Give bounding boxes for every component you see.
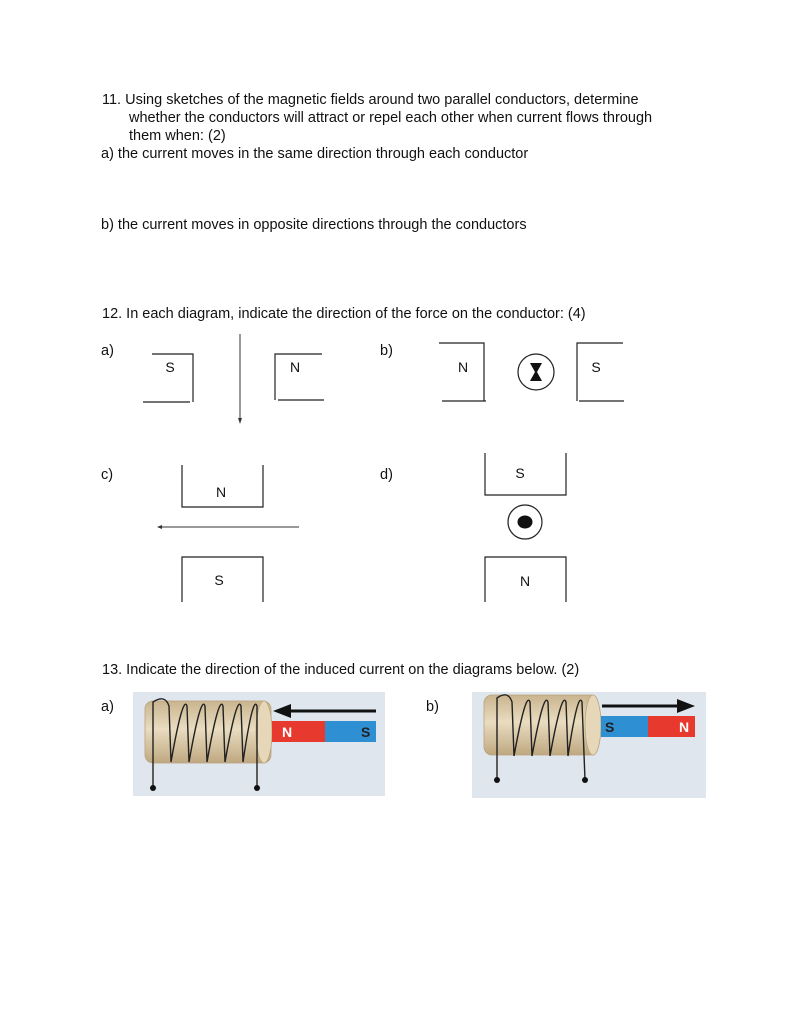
s-magnet bbox=[485, 453, 566, 495]
pole-label-s: S bbox=[165, 359, 175, 375]
q12-d-diagram bbox=[470, 447, 590, 607]
n-magnet bbox=[275, 354, 324, 400]
bar-pole-s: S bbox=[361, 724, 371, 740]
bar-pole-n: N bbox=[282, 724, 293, 740]
q12-c-label: c) bbox=[101, 467, 114, 483]
pole-label-n: N bbox=[215, 484, 227, 500]
pole-label-s: S bbox=[515, 465, 525, 481]
bar-magnet bbox=[272, 721, 376, 742]
q13-a-label: a) bbox=[101, 699, 114, 715]
q11-line2: whether the conductors will attract or repel each other when current flows through bbox=[129, 110, 653, 126]
q13-b-diagram bbox=[472, 692, 706, 798]
pole-label-n: N bbox=[457, 359, 469, 375]
conductor-wire-left bbox=[157, 525, 299, 529]
n-magnet bbox=[439, 343, 486, 401]
q12-d-label: d) bbox=[380, 467, 393, 483]
q12-b-diagram bbox=[432, 335, 632, 415]
wire-out-of-page-icon bbox=[508, 505, 542, 539]
bar-pole-n: N bbox=[679, 719, 690, 735]
q13-a-diagram bbox=[133, 692, 385, 796]
n-magnet bbox=[485, 557, 566, 602]
n-magnet bbox=[182, 465, 263, 507]
pole-label-n: N bbox=[519, 573, 531, 589]
q13-title: 13. Indicate the direction of the induced current on the diagrams below. (2) bbox=[102, 662, 580, 678]
q11-part-a: a) the current moves in the same direction through each conductor bbox=[101, 146, 529, 162]
bar-pole-s: S bbox=[605, 719, 615, 735]
q12-a-label: a) bbox=[101, 343, 114, 359]
q11-part-b: b) the current moves in opposite directions through the conductors bbox=[101, 217, 527, 233]
pole-label-n: N bbox=[289, 359, 301, 375]
wire-into-page-icon bbox=[518, 354, 554, 390]
q12-b-label: b) bbox=[380, 343, 393, 359]
q12-title: 12. In each diagram, indicate the direction of the force on the conductor: (4) bbox=[102, 306, 586, 322]
pole-label-s: S bbox=[214, 572, 224, 588]
q11-line1: 11. Using sketches of the magnetic fields around two parallel conductors, determine bbox=[102, 92, 639, 108]
conductor-wire-down bbox=[238, 334, 242, 424]
bar-magnet bbox=[601, 716, 695, 737]
q12-a-diagram bbox=[140, 330, 340, 430]
q11-line3: them when: (2) bbox=[129, 128, 226, 144]
s-magnet bbox=[143, 354, 193, 402]
s-magnet bbox=[577, 343, 624, 401]
s-magnet bbox=[182, 557, 263, 602]
q12-c-diagram bbox=[152, 460, 312, 610]
q13-b-label: b) bbox=[426, 699, 439, 715]
pole-label-s: S bbox=[591, 359, 601, 375]
